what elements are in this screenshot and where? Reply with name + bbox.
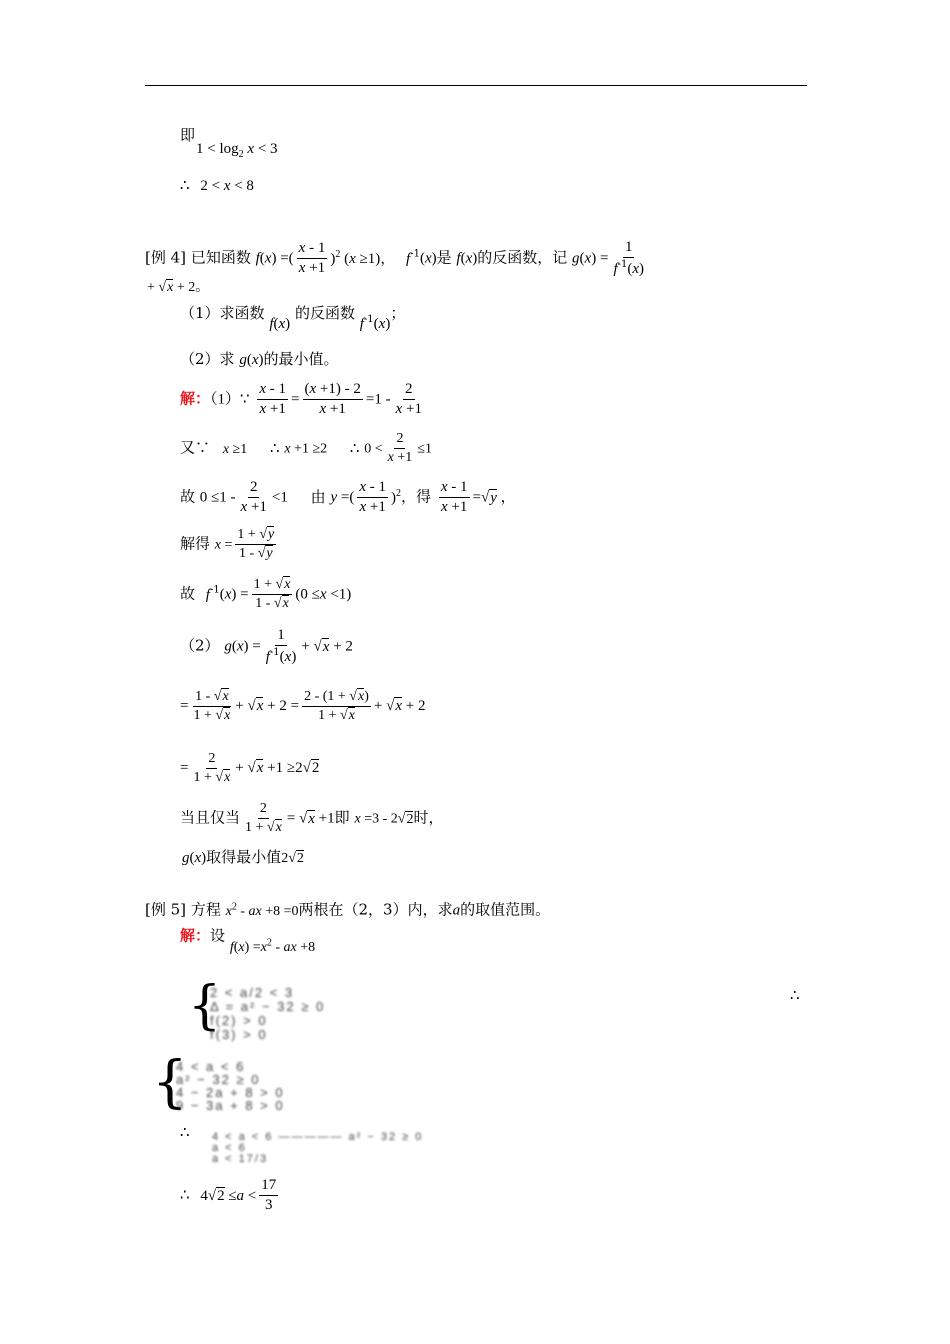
because-symbol: ∵ [195, 438, 211, 457]
solution-line-2: 又∵ x ≥1 ∴ x +1 ≥2 ∴ 0 < $\frac{2}{x +1}$ ≤1 [180, 431, 432, 465]
solution-part-2-line-2: = $\frac{1 - √x}{1 + √x}$ + √x + 2 = $\frac{2 - (1 + √x)}{1 + √x}$ + √x + 2 [180, 689, 426, 723]
text: 的反函数，记 [477, 248, 568, 267]
text: 时， [413, 808, 444, 827]
text: 的最小值。 [263, 350, 339, 368]
example-5-label: [例 5] [145, 900, 187, 919]
text: 取得最小值 [206, 848, 282, 866]
text: （2）求 [180, 350, 235, 368]
log-expr: $1 < \log_2 x < 3$ [196, 141, 278, 160]
text: 方程 [190, 900, 221, 919]
blurred-system-1: 2 < a/2 < 3 Δ = a² − 32 ≥ 0 f(2) > 0 f(3) > 0 [210, 985, 326, 1042]
example-5-statement: [例 5] 方程 $x^2$ - ax +8 =0两根在（2，3）内，求a的取值范围。 [145, 900, 551, 919]
solution-line-5: 故 $f^{-1}(x)$ = $\frac{1 + √x}{1 - √x}$ (0 ≤x <1) [180, 577, 352, 611]
example-5-solution-line-1: 解：设 $f(x) =x^2$ - ax +8 [180, 926, 316, 955]
solution-line-1: 解：（1）∵ $\frac{x - 1}{x +1}$ = $\frac{(x +1) - 2}{x +1}$ =1 - $\frac{2}{x +1}$ [180, 381, 422, 417]
text: 故 [180, 487, 196, 506]
text-ji: 即 [180, 126, 196, 144]
therefore-symbol: ∴ [790, 986, 800, 1004]
solution-label: 解： [180, 926, 211, 945]
question-1: （1）求函数 f(x) 的反函数 $f^{-1}(x)$； [180, 304, 406, 332]
text: 两根在（2，3）内，求 [298, 900, 453, 919]
therefore-line-1: ∴ 2 < x < 8 [180, 176, 254, 194]
blurred-system-3: 4 < a < 6 ————— a² − 32 ≥ 0 a < 6 a < 17/3 [212, 1131, 424, 1165]
therefore-symbol: ∴ [180, 176, 190, 194]
example-4-statement: [例 4] 已知函数 f(x) =( $\frac{x - 1}{x +1}$ )$^2$ (x ≥1)， $f^{-1}(x)$是 f(x)的反函数，记 g(x) = $\frac{1}{f^{-1}(x)}$ [145, 239, 645, 277]
text: （1）求函数 [180, 304, 265, 322]
solution-part-2-line-3: = $\frac{2}{1 + √x}$ + √x +1 ≥2√2 [180, 751, 320, 785]
solution-part-2-line-5: g(x)取得最小值2√2 [182, 848, 304, 866]
therefore-symbol: ∴ [349, 438, 360, 457]
text: （2） [180, 636, 220, 655]
text: 当且仅当 [180, 808, 241, 827]
therefore-symbol: ∴ [180, 1185, 190, 1204]
log-inequality [180, 128, 195, 143]
because-symbol: ∵ [240, 389, 250, 408]
text: 又 [180, 438, 196, 457]
system-brace-2: { [152, 1050, 188, 1115]
solution-line-3: 故 0 ≤1 - $\frac{2}{x +1}$ <1 由 y =( $\frac{x - 1}{x +1}$ )$^2$，得 $\frac{x - 1}{x +1}$ =√y ， [180, 479, 516, 515]
solution-part-2-line-1: （2） g(x) = $\frac{1}{f^{-1}(x)}$ + √x + 2 [180, 627, 353, 665]
blurred-system-2: 4 < a < 6 a² − 32 ≥ 0 4 − 2a + 8 > 0 9 − 3a + 8 > 0 [176, 1059, 285, 1113]
system-brace-1: { [188, 976, 222, 1036]
text: 是 [436, 248, 452, 267]
therefore-symbol: ∴ [270, 438, 280, 457]
therefore-right [790, 988, 800, 1003]
question-2: （2）求 g(x)的最小值。 [180, 350, 339, 368]
text: 解得 [180, 534, 211, 553]
text: 设 [210, 926, 226, 945]
text: 由 [310, 487, 326, 506]
therefore-line-3 [180, 1125, 190, 1140]
solution-part-2-line-4: 当且仅当 $\frac{2}{1 + √x}$ = √x +1即 x =3 - 2√2时， [180, 801, 444, 835]
solution-line-4: 解得 x = $\frac{1 + √y}{1 - √y}$ [180, 527, 275, 561]
text: ，得 [401, 487, 432, 506]
text: 即 [334, 808, 350, 827]
final-answer: ∴ 4√2 ≤a < $\frac{17}{3}$ [180, 1177, 277, 1213]
example-4-continuation: + √x + 2。 [147, 280, 210, 295]
example-4-label: [例 4] [145, 248, 187, 267]
text: 已知函数 [190, 248, 251, 267]
text: 的反函数 [294, 304, 355, 322]
text: 故 [180, 584, 196, 603]
solution-label: 解： [180, 389, 211, 408]
text: 的取值范围。 [460, 900, 551, 919]
text: ； [390, 304, 406, 322]
therefore-symbol: ∴ [180, 1123, 190, 1141]
header-rule [145, 85, 807, 86]
